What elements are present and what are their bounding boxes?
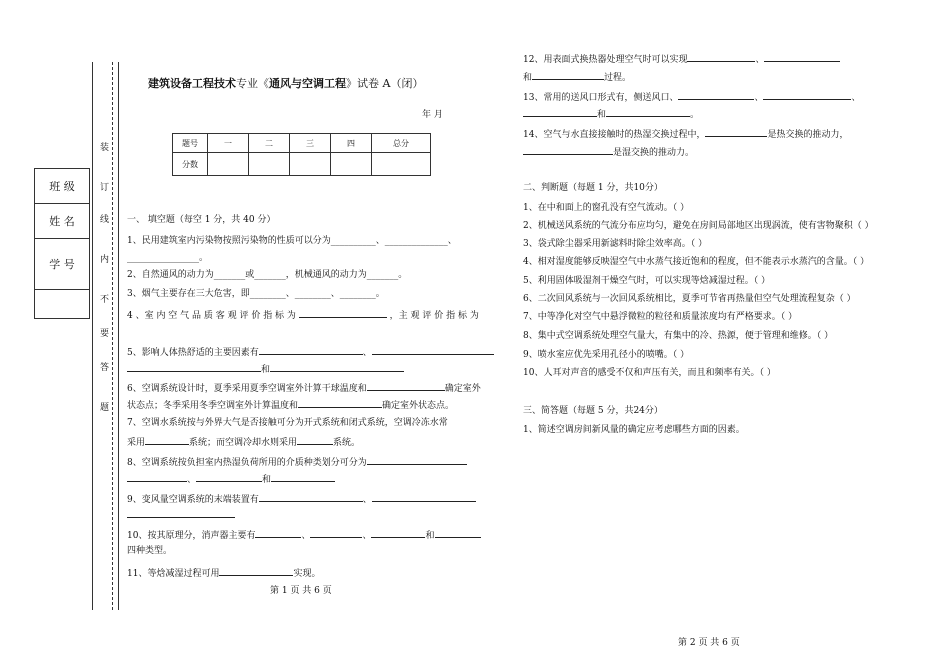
exam-date: 年 月 [422, 110, 443, 120]
question-12-cont: 和 过程。 [523, 70, 631, 84]
score-table [172, 133, 431, 176]
score-cell[interactable] [208, 153, 249, 176]
tf-question: 5、利用固体吸湿剂干燥空气时，可以实现等焓减湿过程。（ ） [523, 276, 771, 286]
score-header-cell: 三 [290, 134, 331, 153]
question-9-cont [127, 508, 235, 522]
question-8: 8、空调系统按负担室内热湿负荷所用的介质种类划分可分为 [127, 455, 467, 469]
binding-char: 订 [100, 183, 110, 193]
binding-char: 线 [100, 215, 110, 225]
question-10-cont: 四种类型。 [127, 546, 173, 556]
question-11: 11、等焓减湿过程可用 实现。 [127, 566, 320, 580]
class-field-label[interactable]: 班 级 [35, 169, 89, 204]
tf-question: 1、在中和面上的窗孔没有空气流动。（ ） [523, 203, 690, 213]
section-fill-blank-heading: 一、 填空题（每空 1 分，共 40 分） [127, 215, 276, 225]
binding-line-dashed [112, 62, 113, 610]
blank-field[interactable] [35, 290, 89, 319]
binding-char: 题 [100, 403, 110, 413]
question-13: 13、常用的送风口形式有，侧送风口、 、 、 [523, 90, 860, 104]
short-answer-question-1: 1、简述空调房间新风量的确定应考虑哪些方面的因素。 [523, 425, 745, 435]
binding-char: 要 [100, 329, 110, 339]
question-5: 5、影响人体热舒适的主要因素有 、 [127, 345, 494, 359]
page-number-left: 第 1 页 共 6 页 [270, 586, 332, 596]
name-field-label[interactable]: 姓 名 [35, 204, 89, 239]
tf-question: 3、袋式除尘器采用新滤料时除尘效率高。（ ） [523, 239, 708, 249]
exam-title: 建筑设备工程技术专业《通风与空调工程》试卷 A（闭） [148, 77, 424, 90]
question-10: 10、按其原理分，消声器主要有 、 、 和 [127, 528, 481, 542]
section-short-answer-heading: 三、简答题（每题 5 分，共24分） [523, 406, 663, 416]
question-4: 4 、室 内 空 气 品 质 客 观 评 价 指 标 为 ，主 观 评 价 指 标 为 [127, 308, 479, 322]
binding-char: 答 [100, 363, 110, 373]
question-8-cont: 、 和 [127, 472, 335, 486]
score-header-cell: 四 [331, 134, 372, 153]
section-true-false-heading: 二、判断题（每题 1 分，共10分） [523, 183, 663, 193]
binding-char: 装 [100, 143, 110, 153]
score-header-cell: 一 [208, 134, 249, 153]
question-7-cont: 采用 系统；而空调冷却水则采用 系统。 [127, 435, 360, 449]
question-7: 7、空调水系统按与外界大气是否接触可分为开式系统和闭式系统，空调冷冻水常 [127, 418, 448, 428]
tf-question: 10、人耳对声音的感受不仅和声压有关，而且和频率有关。（ ） [523, 368, 776, 378]
score-cell[interactable] [331, 153, 372, 176]
score-cell[interactable] [290, 153, 331, 176]
score-header-cell: 二 [249, 134, 290, 153]
binding-line-inner [118, 62, 119, 610]
score-cell[interactable] [372, 153, 431, 176]
student-info-box [34, 168, 90, 319]
question-6-cont: 状态点；冬季采用冬季空调室外计算温度和 确定室外状态点。 [127, 398, 454, 412]
score-header-cell: 总分 [372, 134, 431, 153]
question-6: 6、空调系统设计时，夏季采用夏季空调室外计算干球温度和 确定室外 [127, 381, 481, 395]
question-12: 12、用表面式换热器处理空气时可以实现 、 [523, 52, 840, 66]
score-cell[interactable] [249, 153, 290, 176]
question-13-cont: 和 。 [523, 107, 699, 121]
score-row-label: 分数 [173, 153, 208, 176]
tf-question: 8、集中式空调系统处理空气量大，有集中的冷、热源，便于管理和维修。（ ） [523, 331, 834, 341]
score-header-cell: 题号 [173, 134, 208, 153]
binding-char: 不 [100, 295, 110, 305]
question-1: 1、民用建筑室内污染物按照污染物的性质可以分为__________、______________、 [127, 236, 457, 246]
tf-question: 2、机械送风系统的气流分布应均匀，避免在房间局部地区出现涡流，使有害物聚积（ ） [523, 221, 874, 231]
question-1-cont: ________________。 [127, 253, 209, 263]
binding-char: 内 [100, 255, 110, 265]
student-id-field-label[interactable]: 学 号 [35, 239, 89, 290]
tf-question: 6、二次回风系统与一次回风系统相比，夏季可节省再热量但空气处理流程复杂（ ） [523, 294, 856, 304]
question-3: 3、烟气主要存在三大危害，即________、________、________。 [127, 289, 385, 299]
question-14-cont: 是湿交换的推动力。 [523, 145, 694, 159]
page-number-right: 第 2 页 共 6 页 [678, 638, 740, 648]
tf-question: 9、喷水室应优先采用孔径小的喷嘴。（ ） [523, 350, 690, 360]
question-5-cont: 和 [127, 362, 404, 376]
binding-line-outer [92, 62, 93, 610]
tf-question: 4、相对湿度能够反映湿空气中水蒸气接近饱和的程度，但不能表示水蒸汽的含量。（ ） [523, 257, 870, 267]
question-14: 14、空气与水直接接触时的热湿交换过程中， 是热交换的推动力， [523, 127, 848, 141]
question-2: 2、自然通风的动力为_______或_______，机械通风的动力为_______。 [127, 270, 408, 280]
tf-question: 7、中等净化对空气中悬浮微粒的粒径和质量浓度均有严格要求。（ ） [523, 312, 798, 322]
question-9: 9、变风量空调系统的末端装置有 、 [127, 492, 476, 506]
